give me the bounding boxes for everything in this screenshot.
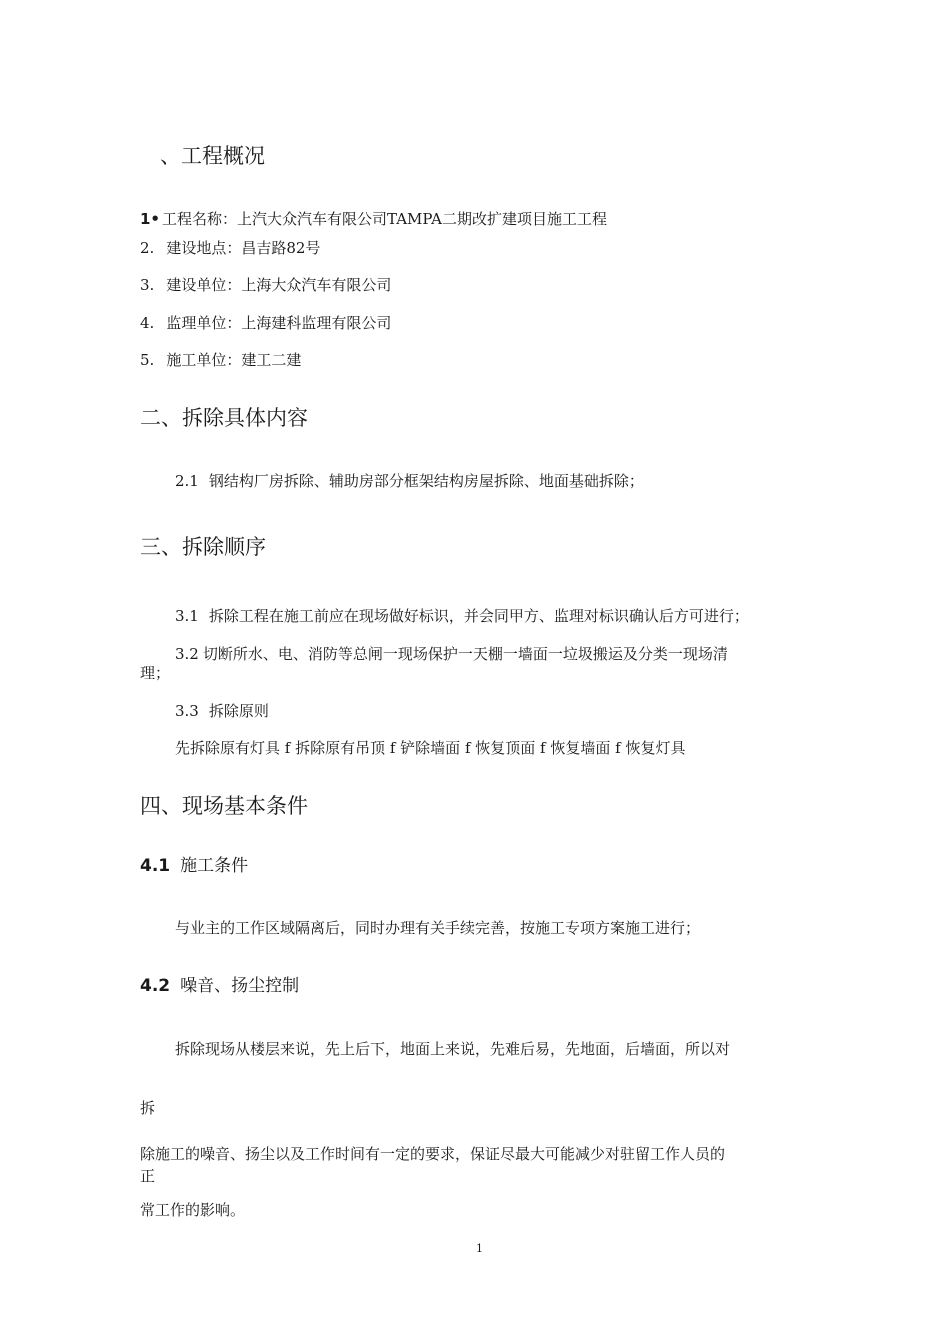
list-item: [140, 314, 391, 332]
subsection-number: 4.1: [140, 856, 171, 876]
list-text: 施工单位：建工二建: [166, 351, 302, 369]
paragraph: [175, 645, 728, 663]
subsection-heading: [140, 976, 299, 996]
list-text: 监理单位：上海建科监理有限公司: [166, 314, 392, 332]
paragraph-text: 钢结构厂房拆除、辅助房部分框架结构房屋拆除、地面基础拆除；: [208, 472, 644, 490]
paragraph-demolition-principle: 先拆除原有灯具 f 拆除原有吊顶 f 铲除墙面 f 恢复顶面 f 恢复墙面 f 恢复灯具: [175, 739, 686, 757]
paragraph-number: 3.1: [175, 607, 199, 625]
section-heading-overview: 、工程概况: [160, 144, 265, 168]
subsection-title: 噪音、扬尘控制: [180, 976, 300, 996]
list-number: 2.: [140, 239, 155, 257]
list-item: [140, 351, 301, 369]
paragraph-text: 切断所水、电、消防等总闸一现场保护一天棚一墙面一垃圾搬运及分类一现场清: [202, 645, 728, 663]
subsection-number: 4.2: [140, 976, 171, 996]
subsection-heading: [140, 856, 248, 876]
paragraph-number: 3.2: [175, 645, 199, 663]
paragraph-number: 3.3: [175, 702, 199, 720]
list-item: [140, 239, 320, 257]
paragraph-continuation: 理；: [140, 664, 171, 682]
paragraph: [175, 472, 644, 490]
paragraph: 与业主的工作区域隔离后，同时办理有关手续完善，按施工专项方案施工进行；: [175, 919, 701, 937]
list-number: 3.: [140, 276, 155, 294]
paragraph-text: 拆除原则: [208, 702, 269, 720]
paragraph: 拆除现场从楼层来说，先上后下，地面上来说，先难后易，先地面，后墙面，所以对: [175, 1040, 731, 1058]
list-number: 4.: [140, 314, 155, 332]
list-number: 1•: [140, 210, 161, 228]
paragraph-number: 2.1: [175, 472, 199, 490]
section-heading-demolition-content: 二、拆除具体内容: [140, 406, 308, 430]
list-text: 建设单位：上海大众汽车有限公司: [166, 276, 392, 294]
list-text: 建设地点：昌吉路82号: [166, 239, 321, 257]
page-number: 1: [476, 1242, 483, 1255]
paragraph-continuation: 正: [140, 1167, 156, 1185]
paragraph: [175, 607, 749, 625]
paragraph-continuation: 拆: [140, 1099, 156, 1117]
list-item: [140, 276, 391, 294]
subsection-title: 施工条件: [180, 856, 249, 876]
list-item: [140, 210, 607, 228]
list-text: 工程名称：上汽大众汽车有限公司TAMPA二期改扩建项目施工工程: [162, 210, 607, 228]
section-heading-demolition-order: 三、拆除顺序: [140, 535, 266, 559]
paragraph-text: 拆除工程在施工前应在现场做好标识，并会同甲方、监理对标识确认后方可进行；: [208, 607, 749, 625]
paragraph-continuation: 除施工的噪音、扬尘以及工作时间有一定的要求，保证尽最大可能减少对驻留工作人员的: [140, 1145, 726, 1163]
section-heading-site-conditions: 四、现场基本条件: [140, 794, 308, 818]
paragraph: [175, 702, 269, 720]
list-number: 5.: [140, 351, 155, 369]
paragraph-continuation: 常工作的影响。: [140, 1201, 246, 1219]
